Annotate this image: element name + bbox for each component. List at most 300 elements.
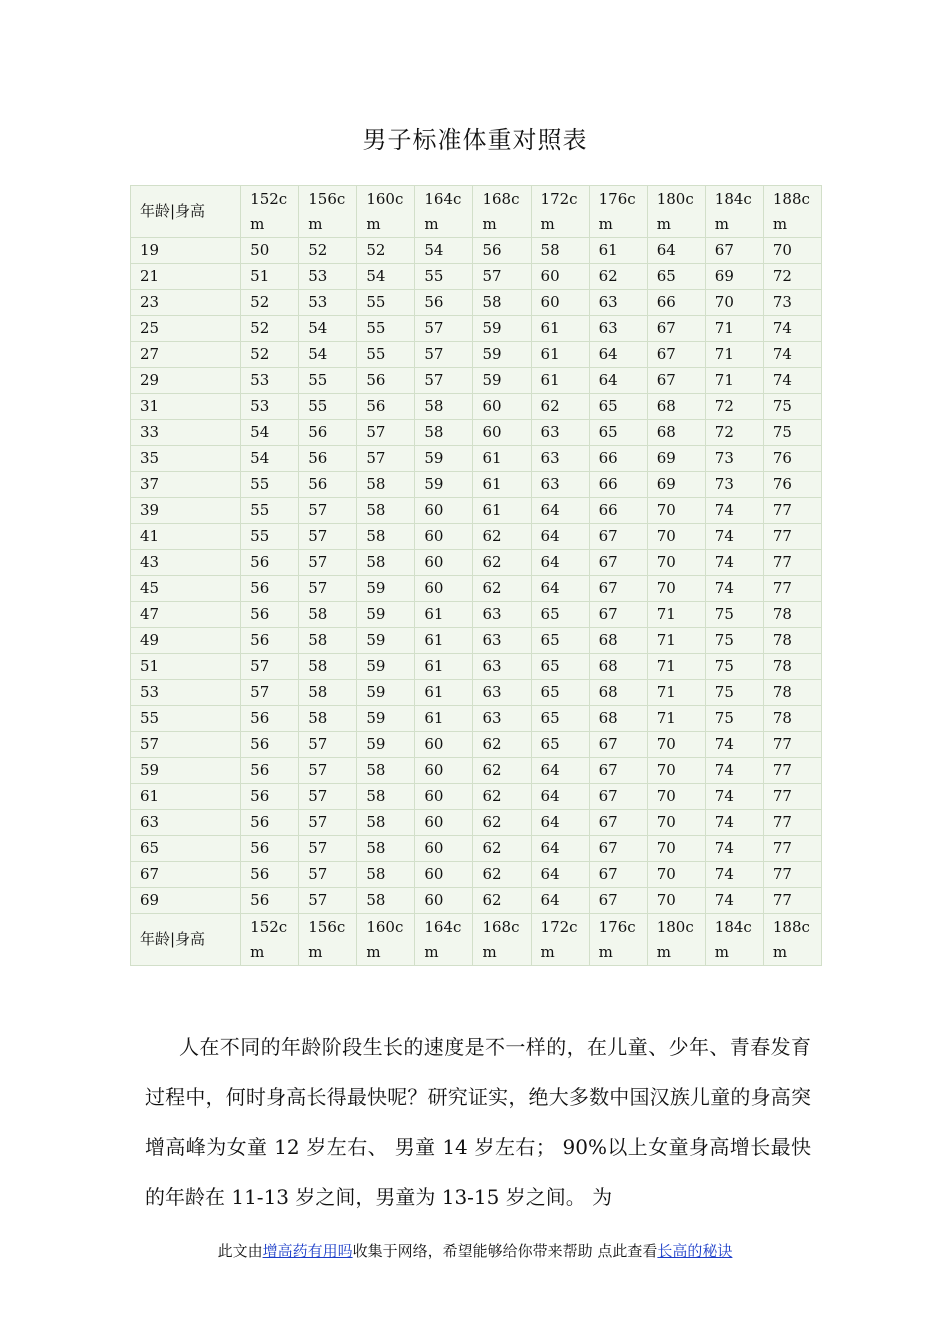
weight-cell: 60 [415,732,473,758]
weight-cell: 70 [647,524,705,550]
age-cell: 55 [131,706,241,732]
weight-cell: 53 [299,290,357,316]
weight-cell: 57 [241,654,299,680]
header-row [131,186,822,238]
table-header [131,186,822,238]
weight-cell: 65 [589,420,647,446]
weight-cell: 61 [473,498,531,524]
weight-cell: 74 [705,732,763,758]
age-cell: 37 [131,472,241,498]
weight-cell: 61 [531,368,589,394]
weight-cell: 60 [473,394,531,420]
weight-cell: 63 [589,290,647,316]
weight-cell: 70 [763,238,821,264]
weight-cell: 61 [531,316,589,342]
weight-cell: 60 [531,264,589,290]
weight-cell: 67 [589,810,647,836]
weight-cell: 54 [299,342,357,368]
weight-cell: 58 [357,524,415,550]
weight-cell: 56 [241,628,299,654]
weight-cell: 56 [241,706,299,732]
weight-cell: 68 [647,420,705,446]
age-cell: 19 [131,238,241,264]
weight-cell: 76 [763,472,821,498]
weight-cell: 53 [241,368,299,394]
table-row [131,576,822,602]
weight-cell: 71 [647,628,705,654]
age-cell: 47 [131,602,241,628]
weight-cell: 61 [415,706,473,732]
weight-cell: 70 [647,810,705,836]
weight-cell: 59 [357,732,415,758]
weight-cell: 62 [531,394,589,420]
weight-cell: 53 [299,264,357,290]
weight-cell: 59 [357,680,415,706]
weight-cell: 61 [415,628,473,654]
weight-cell: 58 [357,472,415,498]
table-row [131,784,822,810]
weight-cell: 62 [473,524,531,550]
weight-cell: 68 [647,394,705,420]
weight-cell: 60 [473,420,531,446]
weight-cell: 57 [415,368,473,394]
weight-cell: 70 [647,550,705,576]
age-cell: 33 [131,420,241,446]
weight-cell: 59 [415,446,473,472]
weight-cell: 71 [705,368,763,394]
weight-cell: 65 [647,264,705,290]
weight-cell: 61 [415,654,473,680]
weight-cell: 68 [589,654,647,680]
table-row [131,628,822,654]
weight-cell: 61 [531,342,589,368]
weight-cell: 52 [299,238,357,264]
weight-cell: 56 [357,368,415,394]
weight-cell: 74 [705,888,763,914]
weight-cell: 53 [241,394,299,420]
table-row [131,368,822,394]
weight-cell: 55 [415,264,473,290]
weight-cell: 59 [473,342,531,368]
weight-cell: 61 [473,472,531,498]
weight-cell: 56 [241,758,299,784]
link-height-secrets[interactable]: 长高的秘诀 [657,1242,733,1260]
age-cell: 69 [131,888,241,914]
weight-cell: 71 [705,342,763,368]
weight-cell: 70 [647,836,705,862]
weight-cell: 71 [647,706,705,732]
header-cell-height: 188cm [763,186,821,238]
weight-cell: 64 [531,576,589,602]
weight-cell: 58 [299,680,357,706]
weight-cell: 73 [705,472,763,498]
weight-cell: 71 [705,316,763,342]
footer-middle: 收集于网络，希望能够给你带来帮助 点此查看 [352,1242,658,1260]
footer-header-row [131,914,822,966]
weight-cell: 58 [357,550,415,576]
weight-cell: 64 [531,524,589,550]
header-cell-height: 152cm [241,186,299,238]
weight-cell: 66 [589,472,647,498]
weight-cell: 56 [415,290,473,316]
footer-note [0,1240,950,1261]
weight-cell: 77 [763,888,821,914]
weight-cell: 64 [647,238,705,264]
header-cell-height: 172cm [531,914,589,966]
table-row [131,810,822,836]
table-row [131,550,822,576]
weight-cell: 63 [473,602,531,628]
weight-cell: 74 [763,368,821,394]
age-cell: 29 [131,368,241,394]
weight-cell: 57 [241,680,299,706]
weight-cell: 51 [241,264,299,290]
weight-cell: 60 [415,524,473,550]
header-cell-height: 184cm [705,186,763,238]
weight-cell: 66 [647,290,705,316]
age-cell: 23 [131,290,241,316]
header-cell-height: 168cm [473,186,531,238]
weight-cell: 54 [241,420,299,446]
weight-cell: 61 [415,680,473,706]
weight-cell: 59 [473,316,531,342]
weight-cell: 55 [299,368,357,394]
weight-cell: 75 [705,628,763,654]
weight-cell: 56 [241,784,299,810]
weight-cell: 57 [299,758,357,784]
weight-cell: 64 [531,862,589,888]
weight-cell: 62 [473,576,531,602]
weight-cell: 56 [241,732,299,758]
weight-cell: 57 [299,888,357,914]
weight-cell: 77 [763,784,821,810]
table-row [131,290,822,316]
age-cell: 53 [131,680,241,706]
weight-cell: 55 [357,316,415,342]
weight-cell: 57 [299,862,357,888]
weight-cell: 62 [473,550,531,576]
age-cell: 63 [131,810,241,836]
weight-cell: 67 [589,784,647,810]
age-cell: 59 [131,758,241,784]
header-cell-height: 152cm [241,914,299,966]
weight-cell: 67 [589,602,647,628]
table-row [131,342,822,368]
weight-cell: 77 [763,498,821,524]
weight-cell: 78 [763,628,821,654]
weight-cell: 62 [473,888,531,914]
page-title: 男子标准体重对照表 [362,126,588,154]
weight-cell: 70 [647,888,705,914]
weight-cell: 60 [415,758,473,784]
weight-cell: 71 [647,680,705,706]
weight-cell: 67 [589,550,647,576]
weight-cell: 55 [299,394,357,420]
weight-cell: 75 [763,394,821,420]
weight-cell: 67 [705,238,763,264]
weight-cell: 77 [763,576,821,602]
weight-cell: 64 [531,810,589,836]
age-cell: 51 [131,654,241,680]
age-cell: 25 [131,316,241,342]
age-cell: 35 [131,446,241,472]
weight-cell: 57 [299,732,357,758]
weight-cell: 56 [241,810,299,836]
weight-cell: 60 [415,550,473,576]
header-cell-height: 172cm [531,186,589,238]
weight-cell: 72 [705,420,763,446]
weight-cell: 57 [357,446,415,472]
table-row [131,238,822,264]
age-cell: 65 [131,836,241,862]
weight-cell: 74 [763,316,821,342]
weight-cell: 70 [647,862,705,888]
weight-cell: 64 [531,758,589,784]
weight-cell: 75 [763,420,821,446]
header-cell-height: 160cm [357,186,415,238]
weight-cell: 67 [647,368,705,394]
weight-cell: 62 [473,862,531,888]
weight-cell: 66 [589,498,647,524]
weight-cell: 77 [763,810,821,836]
weight-cell: 64 [531,550,589,576]
weight-cell: 68 [589,628,647,654]
weight-cell: 67 [589,862,647,888]
weight-cell: 58 [299,706,357,732]
header-cell-height: 156cm [299,186,357,238]
table-row [131,394,822,420]
weight-cell: 57 [357,420,415,446]
weight-cell: 67 [589,888,647,914]
weight-cell: 70 [647,758,705,784]
weight-cell: 63 [473,628,531,654]
table-body [131,238,822,914]
weight-cell: 60 [415,862,473,888]
weight-cell: 56 [241,550,299,576]
weight-cell: 68 [589,680,647,706]
weight-cell: 56 [299,420,357,446]
weight-cell: 77 [763,836,821,862]
weight-cell: 68 [589,706,647,732]
weight-cell: 64 [531,836,589,862]
weight-cell: 55 [241,472,299,498]
weight-cell: 73 [763,290,821,316]
weight-cell: 59 [357,602,415,628]
weight-cell: 65 [531,706,589,732]
header-cell-height: 168cm [473,914,531,966]
weight-cell: 59 [357,706,415,732]
weight-cell: 64 [531,498,589,524]
weight-cell: 57 [299,576,357,602]
weight-cell: 57 [415,316,473,342]
weight-cell: 58 [299,602,357,628]
weight-cell: 72 [705,394,763,420]
weight-cell: 62 [473,758,531,784]
table-row [131,654,822,680]
weight-cell: 75 [705,654,763,680]
weight-cell: 77 [763,550,821,576]
weight-cell: 78 [763,706,821,732]
weight-cell: 52 [241,342,299,368]
weight-cell: 63 [531,446,589,472]
header-cell-height: 176cm [589,186,647,238]
weight-cell: 74 [705,498,763,524]
weight-cell: 67 [589,524,647,550]
weight-cell: 57 [299,784,357,810]
header-cell-height: 164cm [415,186,473,238]
weight-cell: 70 [647,576,705,602]
weight-cell: 54 [415,238,473,264]
weight-cell: 69 [647,446,705,472]
weight-cell: 60 [531,290,589,316]
weight-cell: 67 [647,316,705,342]
weight-cell: 78 [763,654,821,680]
weight-cell: 56 [299,472,357,498]
weight-cell: 62 [473,836,531,862]
weight-cell: 74 [705,784,763,810]
age-cell: 49 [131,628,241,654]
weight-cell: 73 [705,446,763,472]
age-cell: 21 [131,264,241,290]
weight-cell: 58 [473,290,531,316]
age-cell: 45 [131,576,241,602]
weight-cell: 67 [589,758,647,784]
age-cell: 39 [131,498,241,524]
weight-cell: 74 [705,758,763,784]
weight-table [130,185,822,966]
weight-cell: 77 [763,524,821,550]
weight-cell: 64 [589,342,647,368]
weight-cell: 55 [357,342,415,368]
weight-cell: 55 [241,524,299,550]
weight-cell: 56 [241,836,299,862]
weight-cell: 60 [415,810,473,836]
weight-cell: 52 [241,290,299,316]
header-cell-height: 160cm [357,914,415,966]
weight-cell: 63 [531,472,589,498]
weight-cell: 71 [647,654,705,680]
weight-cell: 75 [705,602,763,628]
weight-cell: 70 [647,732,705,758]
table-row [131,498,822,524]
weight-cell: 76 [763,446,821,472]
weight-cell: 56 [241,862,299,888]
weight-cell: 67 [589,836,647,862]
weight-cell: 61 [589,238,647,264]
header-cell-height: 156cm [299,914,357,966]
age-cell: 57 [131,732,241,758]
link-height-medicine[interactable]: 增高药有用吗 [262,1242,353,1260]
header-cell-height: 184cm [705,914,763,966]
header-cell-height: 176cm [589,914,647,966]
weight-cell: 65 [531,680,589,706]
weight-cell: 63 [473,680,531,706]
weight-cell: 58 [357,862,415,888]
weight-cell: 57 [299,550,357,576]
weight-cell: 56 [241,602,299,628]
weight-cell: 65 [531,602,589,628]
age-cell: 61 [131,784,241,810]
weight-cell: 59 [357,654,415,680]
table-row [131,316,822,342]
weight-cell: 62 [473,732,531,758]
weight-cell: 58 [357,498,415,524]
weight-cell: 74 [705,576,763,602]
weight-cell: 74 [705,862,763,888]
age-cell: 41 [131,524,241,550]
table-row [131,888,822,914]
table-row [131,524,822,550]
weight-cell: 57 [299,524,357,550]
weight-cell: 62 [589,264,647,290]
weight-cell: 55 [357,290,415,316]
weight-cell: 58 [415,420,473,446]
weight-cell: 54 [241,446,299,472]
weight-cell: 60 [415,888,473,914]
table-row [131,602,822,628]
age-cell: 43 [131,550,241,576]
weight-cell: 56 [473,238,531,264]
weight-cell: 61 [415,602,473,628]
weight-cell: 62 [473,784,531,810]
weight-cell: 69 [647,472,705,498]
weight-cell: 64 [531,784,589,810]
weight-cell: 58 [531,238,589,264]
table-row [131,420,822,446]
weight-cell: 59 [473,368,531,394]
weight-cell: 70 [647,498,705,524]
weight-cell: 63 [473,654,531,680]
weight-cell: 56 [357,394,415,420]
weight-cell: 65 [531,732,589,758]
weight-cell: 63 [531,420,589,446]
weight-cell: 65 [589,394,647,420]
weight-cell: 58 [357,784,415,810]
table-row [131,680,822,706]
weight-cell: 60 [415,784,473,810]
weight-cell: 75 [705,706,763,732]
weight-cell: 63 [589,316,647,342]
weight-cell: 59 [415,472,473,498]
age-cell: 67 [131,862,241,888]
footer-prefix: 此文由 [217,1242,263,1260]
table-row [131,758,822,784]
weight-cell: 50 [241,238,299,264]
weight-cell: 77 [763,862,821,888]
weight-cell: 58 [357,810,415,836]
weight-cell: 66 [589,446,647,472]
weight-cell: 77 [763,732,821,758]
weight-cell: 60 [415,498,473,524]
weight-cell: 74 [705,524,763,550]
weight-cell: 58 [299,654,357,680]
weight-cell: 65 [531,654,589,680]
weight-cell: 74 [705,550,763,576]
weight-cell: 78 [763,680,821,706]
weight-cell: 62 [473,810,531,836]
weight-cell: 55 [241,498,299,524]
weight-cell: 59 [357,576,415,602]
weight-cell: 64 [589,368,647,394]
table-row [131,706,822,732]
weight-cell: 59 [357,628,415,654]
header-cell-height: 180cm [647,914,705,966]
weight-cell: 63 [473,706,531,732]
body-paragraph: 人在不同的年龄阶段生长的速度是不一样的，在儿童、少年、青春发育过程中，何时身高长得最快呢？研究证实，绝大多数中国汉族儿童的身高突增高峰为女童 12 岁左右、 男童 14 岁左右； 90%以上女童身高增长最快的年龄在 11-13 岁之间，男童为 13-15 岁之间。 为 [145,1035,811,1209]
weight-cell: 70 [647,784,705,810]
table-row [131,472,822,498]
weight-cell: 65 [531,628,589,654]
